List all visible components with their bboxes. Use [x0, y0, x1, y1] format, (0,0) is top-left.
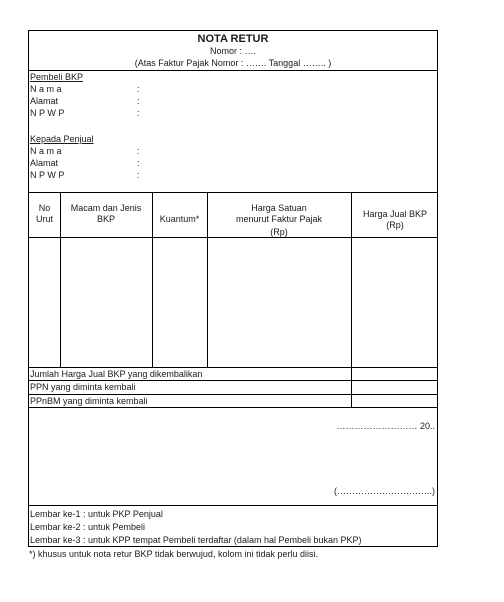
penjual-alamat-sep: :: [137, 158, 140, 168]
pembeli-heading: Pembeli BKP: [30, 72, 84, 82]
pembeli-alamat-sep: :: [137, 96, 140, 106]
ppn-label: PPN yang diminta kembali: [30, 382, 136, 392]
pembeli-npwp-label: N P W P: [30, 108, 65, 118]
pembeli-nama-sep: :: [137, 84, 140, 94]
signature-date: ……………………… 20..: [336, 421, 435, 431]
penjual-npwp-sep: :: [137, 170, 140, 180]
penjual-nama-label: N a m a: [30, 146, 62, 156]
form-title: NOTA RETUR: [197, 33, 269, 45]
faktur-reference: (Atas Faktur Pajak Nomor : ……. Tanggal …….. ): [134, 58, 332, 68]
signature-name: (…………………………..): [334, 486, 435, 496]
col-header-harga-satuan: Harga Satuan: [251, 203, 307, 213]
penjual-npwp-label: N P W P: [30, 170, 65, 180]
col-header-harga-satuan: menurut Faktur Pajak: [235, 214, 323, 224]
col-header-macam: Macam dan Jenis: [70, 203, 142, 213]
ppnbm-label: PPnBM yang diminta kembali: [30, 396, 148, 406]
col-header-no: Urut: [35, 214, 53, 224]
pembeli-npwp-sep: :: [137, 108, 140, 118]
lembar-1: Lembar ke-1 : untuk PKP Penjual: [30, 509, 163, 519]
col-header-harga-satuan: (Rp): [270, 227, 288, 237]
lembar-2: Lembar ke-2 : untuk Pembeli: [30, 522, 146, 532]
divider: [29, 70, 437, 71]
col-header-harga-jual: (Rp): [386, 220, 404, 230]
col-header-kuantum: Kuantum*: [159, 214, 200, 224]
jumlah-label: Jumlah Harga Jual BKP yang dikembalikan: [30, 369, 203, 379]
divider: [29, 407, 437, 408]
col-header-macam: BKP: [96, 214, 115, 224]
pembeli-nama-label: N a m a: [30, 84, 62, 94]
footnote: *) khusus untuk nota retur BKP tidak berwujud, kolom ini tidak perlu diisi.: [29, 549, 318, 559]
pembeli-alamat-label: Alamat: [30, 96, 59, 106]
divider: [29, 505, 437, 506]
penjual-nama-sep: :: [137, 146, 140, 156]
divider: [29, 192, 437, 193]
col-header-harga-jual: Harga Jual BKP: [362, 209, 428, 219]
divider: [29, 394, 437, 395]
nota-retur-form: [28, 30, 438, 547]
lembar-3: Lembar ke-3 : untuk KPP tempat Pembeli terdaftar (dalam hal Pembeli bukan PKP): [30, 535, 362, 545]
divider: [29, 237, 437, 238]
divider: [29, 380, 437, 381]
penjual-heading: Kepada Penjual: [30, 134, 94, 144]
nomor-line: Nomor : ….: [209, 46, 256, 56]
col-header-no: No: [38, 203, 51, 213]
penjual-alamat-label: Alamat: [30, 158, 59, 168]
divider: [29, 367, 437, 368]
